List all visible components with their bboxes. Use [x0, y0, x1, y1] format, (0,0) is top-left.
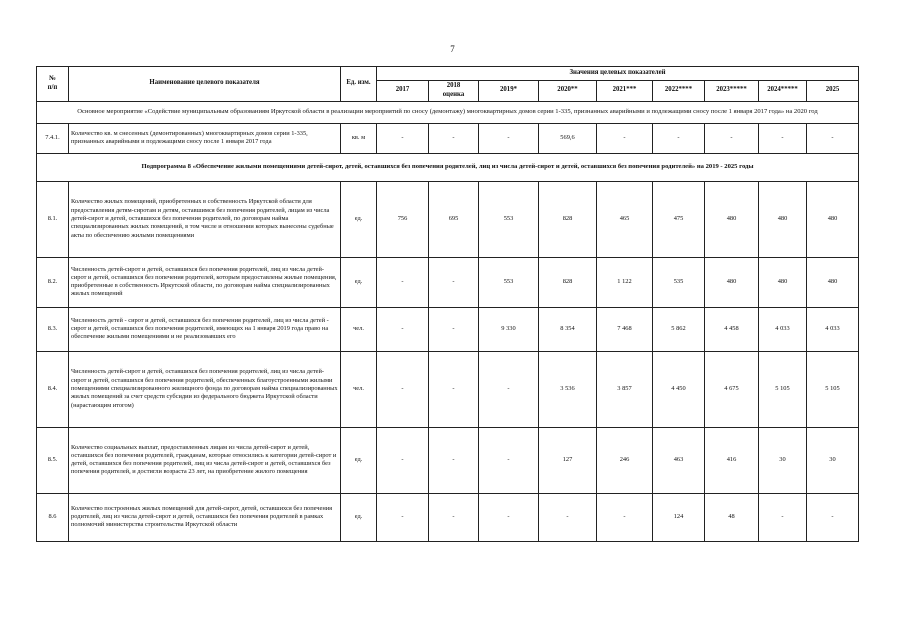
value-cell: 9 330 — [479, 307, 539, 351]
value-cell: 569,6 — [539, 123, 597, 153]
value-cell: - — [377, 257, 429, 307]
value-cell: 480 — [759, 181, 807, 257]
value-cell: 480 — [807, 181, 859, 257]
value-cell: 5 105 — [759, 351, 807, 427]
value-cell: - — [429, 123, 479, 153]
header-year: 2023***** — [705, 81, 759, 102]
value-cell: 4 458 — [705, 307, 759, 351]
value-cell: 553 — [479, 181, 539, 257]
value-cell: 480 — [807, 257, 859, 307]
value-cell: - — [429, 257, 479, 307]
value-cell: 756 — [377, 181, 429, 257]
value-cell: 4 450 — [653, 351, 705, 427]
value-cell: 3 857 — [597, 351, 653, 427]
value-cell: - — [479, 351, 539, 427]
value-cell: 480 — [705, 181, 759, 257]
value-cell: - — [597, 493, 653, 541]
value-cell: - — [539, 493, 597, 541]
value-cell: 463 — [653, 427, 705, 493]
indicator-name: Численность детей-сирот и детей, оставшихся без попечения родителей, лиц из числа детей-сирот и детей, оставшихся без попечения родителей, которым предоставлены жилые помещения, приобретенные в собственность Иркутской области, по договорам найма специализированных жилых помещений — [69, 257, 341, 307]
value-cell: - — [429, 307, 479, 351]
table-row — [37, 427, 859, 493]
section-heading-main-activity: Основное мероприятие «Содействие муниципальным образованиям Иркутской области в реализации мероприятий по сносу (демонтажу) многоквартирных домов серии 1-335, признанных аварийными и подлежащими сносу после 1 января 2017 года» на 2020 год — [37, 101, 859, 123]
value-cell: - — [377, 351, 429, 427]
header-year: 2024***** — [759, 81, 807, 102]
header-year: 2022**** — [653, 81, 705, 102]
value-cell: 475 — [653, 181, 705, 257]
value-cell: 480 — [705, 257, 759, 307]
target-indicators-table — [36, 66, 859, 542]
header-year: 2020** — [539, 81, 597, 102]
value-cell: 695 — [429, 181, 479, 257]
indicator-name: Количество построенных жилых помещений для детей-сирот, детей, оставшихся без попечения родителей, лиц из числа детей-сирот и детей, оставшихся без попечения родителей в рамках полномочий министерства строительства Иркутской области — [69, 493, 341, 541]
unit-cell: кв. м — [341, 123, 377, 153]
header-unit: Ед. изм. — [341, 67, 377, 102]
value-cell: 8 354 — [539, 307, 597, 351]
indicator-name: Количество социальных выплат, предоставленных лицам из числа детей-сирот и детей, оставшихся без попечения родителей, гражданам, которые относились к категории детей-сирот и детей, оставшихся без попечения родителей, лиц из числа детей-сирот и детей, оставшихся без попечения родителей, и достигли возраста 23 лет, на приобретение жилого помещения — [69, 427, 341, 493]
indicator-name: Количество кв. м снесенных (демонтированных) многоквартирных домов серии 1-335, признанных аварийными и подлежащими сносу после 1 января 2017 года — [69, 123, 341, 153]
value-cell: 553 — [479, 257, 539, 307]
table-row — [37, 493, 859, 541]
row-number: 8.6 — [37, 493, 69, 541]
value-cell: - — [479, 493, 539, 541]
table-row — [37, 257, 859, 307]
section-heading-subprogram-8: Подпрограмма 8 «Обеспечение жилыми помещениями детей-сирот, детей, оставшихся без попечения родителей, лиц из числа детей-сирот и детей, оставшихся без попечения родителей» на 2019 - 2025 годы — [37, 153, 859, 181]
header-values-title: Значения целевых показателей — [377, 67, 859, 81]
value-cell: 4 033 — [807, 307, 859, 351]
row-number: 8.3. — [37, 307, 69, 351]
value-cell: 5 105 — [807, 351, 859, 427]
unit-cell: ед. — [341, 493, 377, 541]
row-number: 8.5. — [37, 427, 69, 493]
table-row — [37, 307, 859, 351]
unit-cell: ед. — [341, 427, 377, 493]
page-number: 7 — [450, 44, 455, 54]
table-row — [37, 181, 859, 257]
value-cell: - — [705, 123, 759, 153]
value-cell: - — [429, 493, 479, 541]
indicator-name: Численность детей - сирот и детей, оставшихся без попечения родителей, лиц из числа детей - сирот и детей, оставшихся без попечения родителей, имеющих на 1 января 2019 года право на обеспечение жилыми помещениями и не реализовавших его — [69, 307, 341, 351]
value-cell: 828 — [539, 181, 597, 257]
header-year: 2017 — [377, 81, 429, 102]
value-cell: 480 — [759, 257, 807, 307]
header-year: 2019* — [479, 81, 539, 102]
value-cell: - — [807, 493, 859, 541]
value-cell: - — [377, 493, 429, 541]
value-cell: - — [807, 123, 859, 153]
table-row — [37, 351, 859, 427]
unit-cell: чел. — [341, 351, 377, 427]
header-year: 2018 оценка — [429, 81, 479, 102]
value-cell: - — [429, 427, 479, 493]
value-cell: - — [597, 123, 653, 153]
value-cell: 7 468 — [597, 307, 653, 351]
value-cell: - — [429, 351, 479, 427]
value-cell: 828 — [539, 257, 597, 307]
value-cell: 4 033 — [759, 307, 807, 351]
value-cell: 124 — [653, 493, 705, 541]
indicator-name: Численность детей-сирот и детей, оставшихся без попечения родителей, лиц из числа детей-сирот и детей, оставшихся без попечения родителей, обеспеченных благоустроенными жилыми помещениями специализированного жилищного фонда по договорам найма специализированных жилых помещений за счет средств субсидии из федерального бюджета Иркутской области (нарастающим итогом) — [69, 351, 341, 427]
value-cell: 465 — [597, 181, 653, 257]
value-cell: 127 — [539, 427, 597, 493]
value-cell: 246 — [597, 427, 653, 493]
value-cell: - — [377, 123, 429, 153]
value-cell: - — [653, 123, 705, 153]
row-number: 8.1. — [37, 181, 69, 257]
value-cell: 5 862 — [653, 307, 705, 351]
row-number: 8.2. — [37, 257, 69, 307]
header-num: № п/п — [37, 67, 69, 102]
value-cell: - — [377, 307, 429, 351]
value-cell: 1 122 — [597, 257, 653, 307]
value-cell: - — [759, 123, 807, 153]
value-cell: - — [479, 123, 539, 153]
value-cell: 4 675 — [705, 351, 759, 427]
header-year: 2025 — [807, 81, 859, 102]
header-name: Наименование целевого показателя — [69, 67, 341, 102]
table-row — [37, 123, 859, 153]
value-cell: 3 536 — [539, 351, 597, 427]
value-cell: 416 — [705, 427, 759, 493]
value-cell: - — [377, 427, 429, 493]
value-cell: - — [759, 493, 807, 541]
header-year: 2021*** — [597, 81, 653, 102]
unit-cell: ед. — [341, 181, 377, 257]
value-cell: 535 — [653, 257, 705, 307]
value-cell: 48 — [705, 493, 759, 541]
unit-cell: чел. — [341, 307, 377, 351]
indicator-name: Количество жилых помещений, приобретенных в собственность Иркутской области для предоставления детям-сиротам и детям, оставшимся без попечения родителей, лицам из числа детей-сирот и детей, оставшихся без попечения родителей, по договорам найма специализированных жилых помещений, в том числе и отношении которых вынесены судебные акты по обеспечению жилыми помещениями — [69, 181, 341, 257]
value-cell: 30 — [759, 427, 807, 493]
value-cell: 30 — [807, 427, 859, 493]
row-number: 7.4.1. — [37, 123, 69, 153]
unit-cell: ед. — [341, 257, 377, 307]
value-cell: - — [479, 427, 539, 493]
row-number: 8.4. — [37, 351, 69, 427]
